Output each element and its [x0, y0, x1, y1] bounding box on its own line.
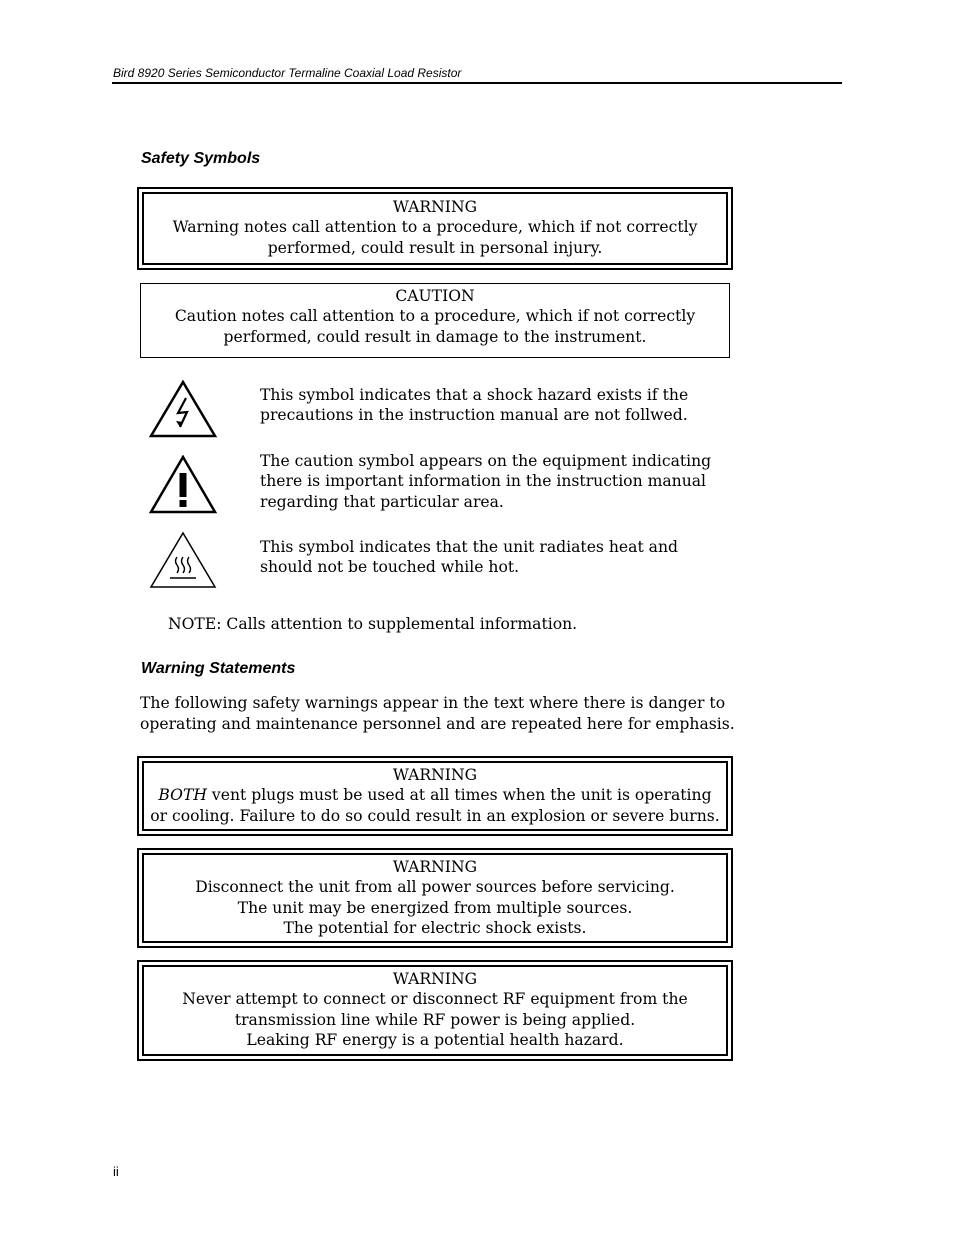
warning-box-line: Never attempt to connect or disconnect RF equipment from the — [182, 990, 688, 1009]
hot-surface-icon — [148, 531, 218, 591]
warning-box-line: performed, could result in personal injury. — [267, 238, 603, 257]
intro-line: operating and maintenance personnel and are repeated here for emphasis. — [140, 715, 735, 733]
warning-box-title: WARNING — [392, 858, 478, 876]
warning-box-title: WARNING — [392, 970, 478, 988]
caution-symbol-row — [148, 452, 748, 517]
symbol-description-line: should not be touched while hot. — [260, 558, 520, 577]
caution-box-title: CAUTION — [395, 287, 475, 305]
warning-definition-box — [137, 187, 733, 270]
caution-box-line: Caution notes call attention to a procedure, which if not correctly — [174, 307, 696, 326]
warning-box-line — [144, 785, 726, 805]
warning-box-disconnect-power — [137, 848, 733, 948]
symbol-description-line: regarding that particular area. — [260, 492, 504, 511]
caution-definition-box — [140, 283, 730, 358]
symbol-description-line: there is important information in the instruction manual — [260, 472, 707, 491]
shock-hazard-icon — [148, 380, 218, 440]
warning-box-line: The potential for electric shock exists. — [283, 918, 587, 937]
warning-box-line: The unit may be energized from multiple sources. — [237, 898, 633, 917]
warning-box-line: Leaking RF energy is a potential health hazard. — [246, 1030, 624, 1049]
note-text: NOTE: Calls attention to supplemental information. — [168, 615, 578, 633]
symbol-description-line: The caution symbol appears on the equipment indicating — [260, 452, 712, 470]
warning-box-title: WARNING — [392, 198, 478, 216]
warning-box-line: transmission line while RF power is being applied. — [234, 1010, 636, 1029]
shock-hazard-description — [260, 385, 740, 426]
warning-box-title: WARNING — [392, 766, 478, 784]
caution-box-line: performed, could result in damage to the instrument. — [223, 327, 647, 346]
symbol-description-line: This symbol indicates that the unit radiates heat and — [260, 538, 678, 556]
warning-box-line: or cooling. Failure to do so could result in an explosion or severe burns. — [150, 806, 720, 825]
warning-statements-heading: Warning Statements — [141, 660, 296, 677]
warning-box-rf-energy — [137, 960, 733, 1061]
intro-line: The following safety warnings appear in the text where there is danger to — [140, 694, 726, 712]
symbol-description-line: This symbol indicates that a shock hazard exists if the — [260, 386, 689, 404]
warning-box-line: Disconnect the unit from all power sources before servicing. — [195, 878, 675, 897]
running-header: Bird 8920 Series Semiconductor Termaline Coaxial Load Resistor — [113, 66, 462, 80]
warning-box-line-rest: vent plugs must be used at all times when the unit is operating — [206, 786, 712, 805]
hot-surface-description — [260, 537, 740, 578]
caution-symbol-description — [260, 451, 740, 512]
page-number: ii — [113, 1164, 119, 1179]
emphasis-text: BOTH — [158, 786, 207, 805]
caution-exclamation-icon — [148, 455, 218, 515]
warning-statements-intro — [140, 693, 735, 735]
safety-symbols-heading: Safety Symbols — [141, 150, 261, 167]
symbol-description-line: precautions in the instruction manual are not follwed. — [260, 406, 688, 425]
hot-surface-row — [148, 531, 748, 591]
warning-box-line: Warning notes call attention to a procedure, which if not correctly — [172, 218, 698, 237]
header-rule — [112, 82, 842, 84]
warning-box-vent-plugs — [137, 756, 733, 836]
shock-hazard-row — [148, 380, 748, 440]
